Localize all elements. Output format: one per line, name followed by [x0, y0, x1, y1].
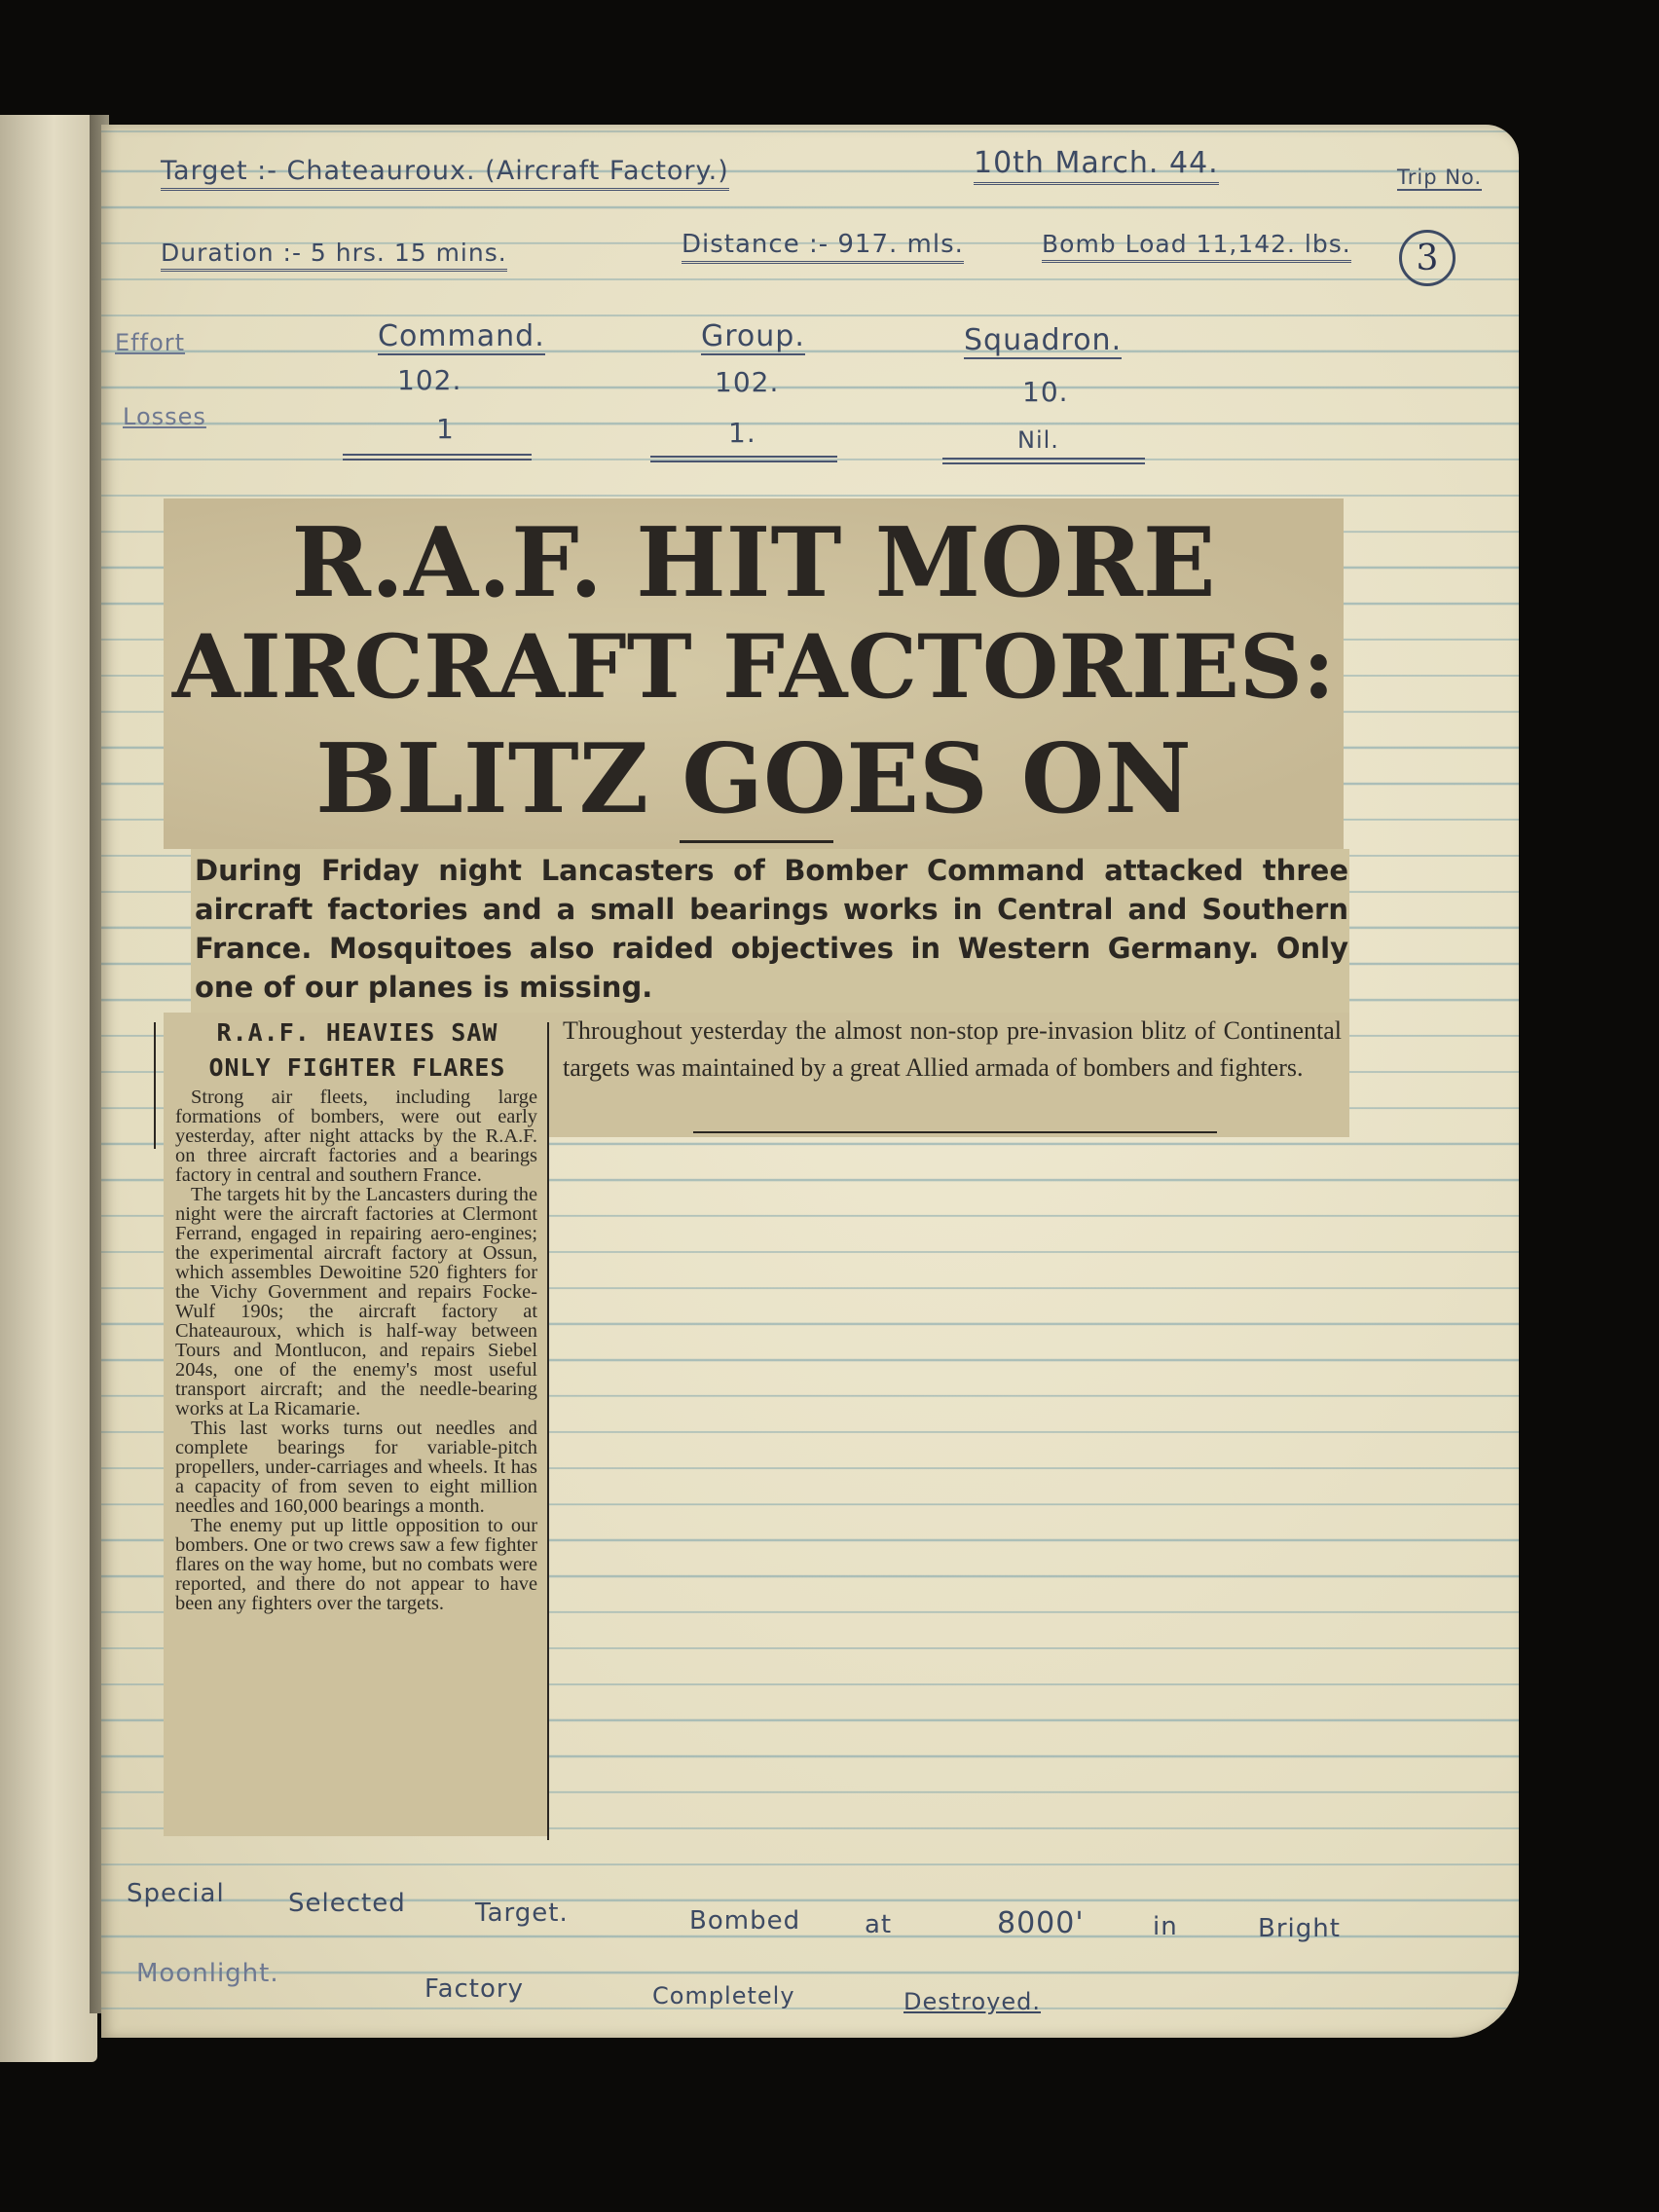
- trip-number: 3: [1399, 230, 1456, 286]
- note-word: Bombed: [689, 1906, 801, 1936]
- command-heading: Command.: [378, 319, 545, 353]
- article-body: [175, 1088, 537, 1613]
- note-word: Destroyed.: [903, 1988, 1042, 2015]
- column-left-edge: [154, 1022, 156, 1149]
- headline-line-1: R.A.F. HIT MORE: [291, 507, 1216, 619]
- squadron-losses: Nil.: [1017, 426, 1059, 454]
- note-word: Moonlight.: [136, 1959, 279, 1988]
- note-word: Factory: [424, 1974, 524, 2004]
- headline-line-3: BLITZ GOES ON: [315, 723, 1192, 835]
- bomb-load-field: Bomb Load 11,142. lbs.: [1042, 230, 1351, 263]
- article-paragraph: The targets hit by the Lancasters during the night were the aircraft factories at Clermont Ferrand, engaged in repairing aero-engines; the experimental aircraft factory at Ossun, which assembles Dewoitine 520 fighters for the Vichy Government and repairs Focke-Wulf 190s; the aircraft factory at Chateauroux, which is half-way between Tours and Montlucon, and repairs Siebel 204s, one of the enemy's most useful transport aircraft; and the needle-bearing works at La Ricamarie.: [175, 1184, 537, 1419]
- facing-page-edge: [0, 115, 97, 2062]
- squadron-total-rule: [942, 458, 1145, 464]
- right-column-rule: [693, 1131, 1217, 1133]
- command-effort: 102.: [397, 364, 462, 396]
- losses-label: Losses: [123, 403, 206, 430]
- duration-field: Duration :- 5 hrs. 15 mins.: [161, 239, 507, 272]
- article-paragraph: Strong air fleets, including large formations of bombers, were out early yesterday, after night attacks by the R.A.F. on three aircraft factories and a bearings factory in central and southern France.: [175, 1087, 537, 1186]
- standfirst-text: During Friday night Lancasters of Bomber Command attacked three aircraft factories and a small bearings works in Central and Southern France. Mosquitoes also raided objectives in Western Germany. Only one of our planes is missing.: [195, 854, 1348, 1004]
- subhead-line-2: ONLY FIGHTER FLARES: [208, 1053, 506, 1082]
- squadron-effort: 10.: [1022, 376, 1069, 408]
- group-heading: Group.: [701, 319, 805, 353]
- article-paragraph: This last works turns out needles and complete bearings for variable-pitch propellers, under-carriages and wheels. It has a capacity of from seven to eight million needles and 160,000 bearings a month.: [175, 1418, 537, 1517]
- note-word: 8000': [997, 1906, 1085, 1940]
- group-total-rule: [650, 456, 837, 462]
- target-field: Target :- Chateauroux. (Aircraft Factory.): [161, 156, 729, 191]
- article-paragraph: The enemy put up little opposition to our bombers. One or two crews saw a few fighter flares on the way home, but no combats were reported, and there do not appear to have been any fighters over the targets.: [175, 1515, 537, 1614]
- squadron-heading: Squadron.: [964, 323, 1123, 357]
- date-field: 10th March. 44.: [974, 146, 1219, 185]
- headline-line-2: AIRCRAFT FACTORIES:: [171, 615, 1336, 719]
- command-total-rule: [343, 454, 532, 461]
- right-column-text: Throughout yesterday the almost non-stop pre-invasion blitz of Continental targets was maintained by a great Allied armada of bombers and fighters.: [563, 1016, 1342, 1082]
- distance-field: Distance :- 917. mls.: [682, 230, 964, 264]
- note-word: in: [1153, 1912, 1178, 1941]
- trip-number-label: Trip No.: [1397, 166, 1483, 189]
- note-word: Bright: [1258, 1914, 1341, 1943]
- group-losses: 1.: [728, 417, 756, 449]
- headline-rule: [680, 840, 833, 843]
- note-word: Target.: [475, 1899, 569, 1928]
- column-divider: [547, 1022, 549, 1840]
- effort-label: Effort: [115, 329, 186, 356]
- command-losses: 1: [436, 413, 455, 445]
- group-effort: 102.: [715, 366, 780, 398]
- note-word: Completely: [652, 1982, 795, 2009]
- subhead-line-1: R.A.F. HEAVIES SAW: [216, 1018, 498, 1047]
- note-word: Special: [127, 1879, 225, 1908]
- note-word: Selected: [288, 1889, 406, 1918]
- note-word: at: [865, 1910, 893, 1939]
